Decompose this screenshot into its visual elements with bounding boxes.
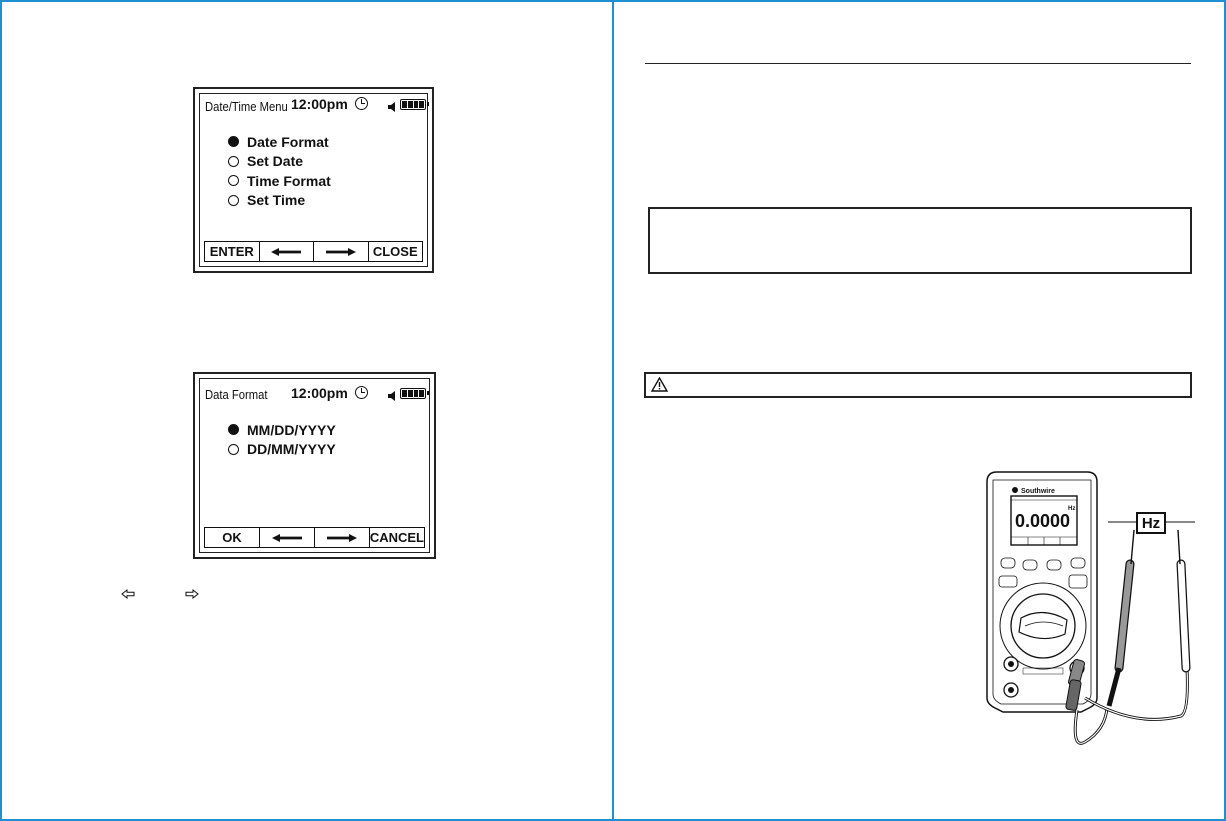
cancel-button[interactable]: CANCEL: [369, 530, 424, 545]
radio-icon: [228, 195, 239, 206]
outline-right-arrow-icon: [185, 586, 199, 604]
option-label: Date Format: [247, 133, 329, 150]
clock-time: 12:00pm: [291, 385, 348, 401]
option-time-format[interactable]: [228, 171, 331, 191]
option-dd-mm-yyyy[interactable]: [228, 440, 336, 460]
option-label: Time Format: [247, 172, 331, 189]
screen-inner-frame: [199, 378, 430, 553]
enter-button[interactable]: ENTER: [205, 242, 260, 261]
radio-icon: [228, 156, 239, 167]
ok-button[interactable]: OK: [205, 528, 260, 547]
battery-icon: [400, 388, 426, 399]
screen-inner-frame: [199, 93, 428, 267]
date-time-menu-screen: [193, 87, 434, 273]
softkey-bar: [204, 527, 425, 548]
warning-box: [644, 372, 1192, 398]
option-date-format[interactable]: [228, 132, 331, 152]
warning-icon: [651, 377, 668, 397]
arrow-left-icon: [272, 534, 302, 542]
screen-title: Date/Time Menu: [205, 100, 288, 114]
screen-title: Data Format: [205, 388, 268, 402]
arrow-right-icon: [326, 248, 356, 256]
clock-icon: [355, 97, 368, 110]
option-label: Set Time: [247, 192, 306, 209]
left-arrow-button[interactable]: [260, 528, 315, 547]
date-format-screen: [193, 372, 436, 559]
note-box: [648, 207, 1192, 274]
option-list: [228, 132, 331, 210]
frequency-label: Hz: [1136, 512, 1166, 534]
option-mm-dd-yyyy[interactable]: [228, 420, 336, 440]
option-list: [228, 420, 336, 459]
clock-time: 12:00pm: [291, 96, 348, 112]
option-set-date[interactable]: [228, 152, 331, 172]
speaker-icon: [387, 99, 397, 109]
meter-reading: 0.0000: [1015, 511, 1071, 531]
right-arrow-button[interactable]: [314, 242, 369, 261]
option-label: DD/MM/YYYY: [247, 441, 336, 458]
clock-icon: [355, 386, 368, 399]
speaker-icon: [387, 388, 397, 398]
outline-left-arrow-icon: [121, 586, 135, 604]
arrow-left-icon: [271, 248, 301, 256]
close-button[interactable]: CLOSE: [372, 244, 418, 259]
radio-selected-icon: [228, 136, 239, 147]
softkey-bar: [204, 241, 423, 262]
radio-selected-icon: [228, 424, 239, 435]
header-rule: [645, 63, 1191, 64]
arrow-right-icon: [327, 534, 357, 542]
meter-brand: Southwire: [1021, 488, 1055, 495]
option-label: Set Date: [247, 153, 304, 170]
option-set-time[interactable]: [228, 191, 331, 211]
radio-icon: [228, 175, 239, 186]
left-arrow-button[interactable]: [260, 242, 315, 261]
radio-icon: [228, 444, 239, 455]
meter-unit: Hz: [1068, 506, 1076, 512]
battery-icon: [400, 99, 426, 110]
right-arrow-button[interactable]: [315, 528, 370, 547]
page-divider: [612, 0, 614, 821]
option-label: MM/DD/YYYY: [247, 421, 336, 438]
